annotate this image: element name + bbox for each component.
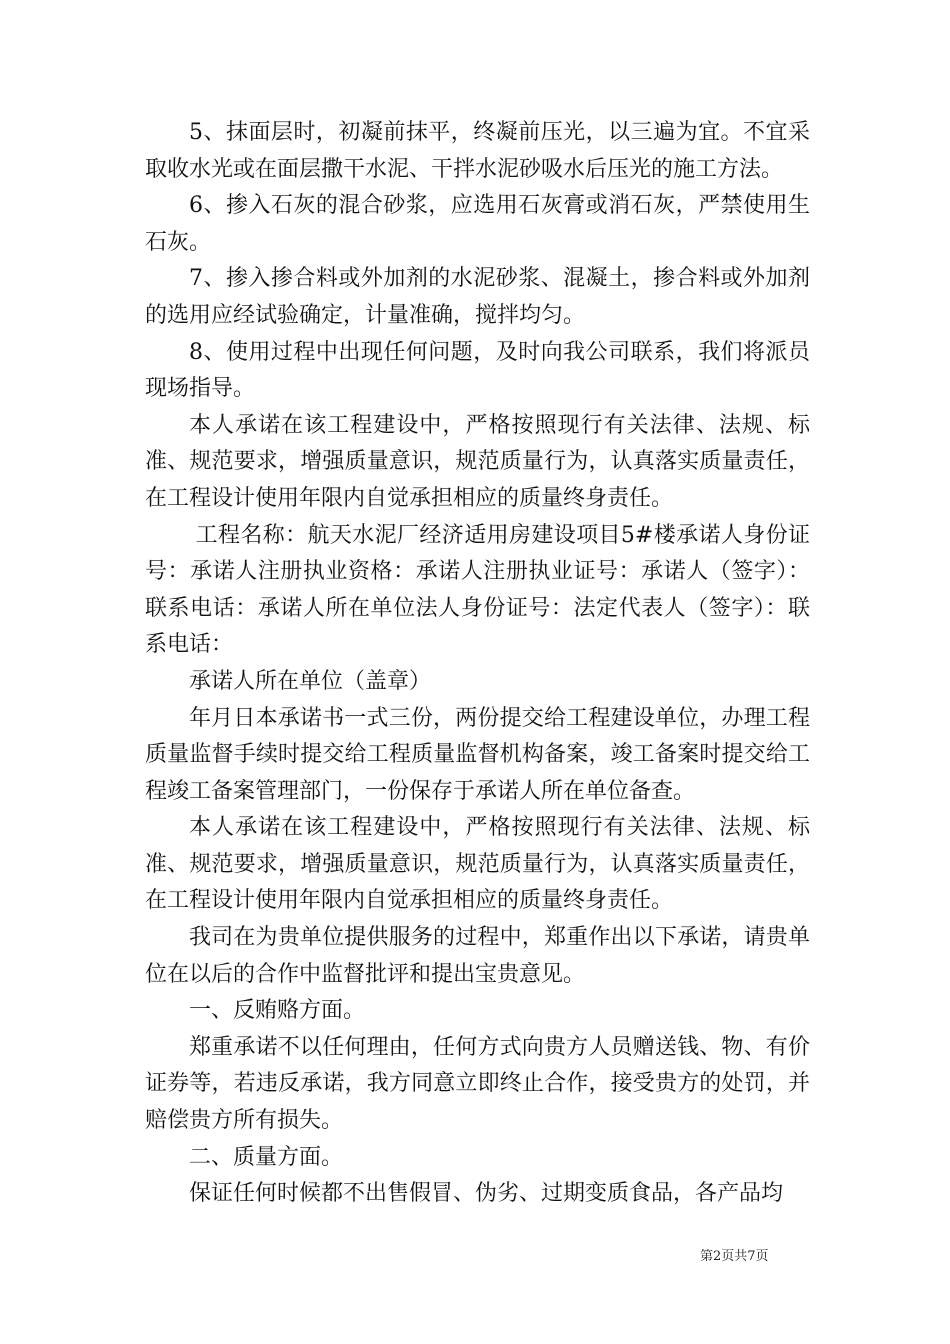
paragraph-item-7: 7、掺入掺合料或外加剂的水泥砂浆、混凝土，掺合料或外加剂的选用应经试验确定，计量准确，搅拌均匀。 [145, 266, 810, 328]
document-body [145, 115, 810, 1213]
copies-paragraph: 年月日本承诺书一式三份，两份提交给工程建设单位，办理工程质量监督手续时提交给工程质量监督机构备案，竣工备案时提交给工程竣工备案管理部门，一份保存于承诺人所在单位备查。 [145, 705, 810, 804]
quality-paragraph: 保证任何时候都不出售假冒、伪劣、过期变质食品，各产品均 [189, 1181, 784, 1207]
paragraph-item-5: 5、抹面层时，初凝前抹平，终凝前压光，以三遍为宜。不宜采取收水光或在面层撒干水泥、干拌水泥砂吸水后压光的施工方法。 [145, 120, 810, 182]
seal-line: 承诺人所在单位（盖章） [189, 668, 432, 694]
project-info-paragraph: 工程名称：航天水泥厂经济适用房建设项目5#楼承诺人身份证号：承诺人注册执业资格：承诺人注册执业证号：承诺人（签字）：联系电话：承诺人所在单位法人身份证号：法定代表人（签字）：联系电话： [145, 522, 810, 658]
service-commitment-paragraph: 我司在为贵单位提供服务的过程中，郑重作出以下承诺，请贵单位在以后的合作中监督批评和提出宝贵意见。 [145, 925, 810, 987]
section-heading-quality: 二、质量方面。 [189, 1144, 344, 1170]
section-heading-anti-bribery: 一、反贿赂方面。 [189, 998, 366, 1024]
anti-bribery-paragraph: 郑重承诺不以任何理由，任何方式向贵方人员赠送钱、物、有价证券等，若违反承诺，我方同意立即终止合作，接受贵方的处罚，并赔偿贵方所有损失。 [145, 1034, 810, 1134]
commitment-paragraph-repeat: 本人承诺在该工程建设中，严格按照现行有关法律、法规、标准、规范要求，增强质量意识，规范质量行为，认真落实质量责任，在工程设计使用年限内自觉承担相应的质量终身责任。 [145, 815, 810, 914]
paragraph-item-8: 8、使用过程中出现任何问题，及时向我公司联系，我们将派员现场指导。 [145, 339, 810, 402]
commitment-paragraph: 本人承诺在该工程建设中，严格按照现行有关法律、法规、标准、规范要求，增强质量意识，规范质量行为，认真落实质量责任，在工程设计使用年限内自觉承担相应的质量终身责任。 [145, 412, 810, 511]
page-number: 第2页共7页 [700, 1249, 769, 1264]
paragraph-item-6: 6、掺入石灰的混合砂浆，应选用石灰膏或消石灰，严禁使用生石灰。 [145, 193, 810, 255]
